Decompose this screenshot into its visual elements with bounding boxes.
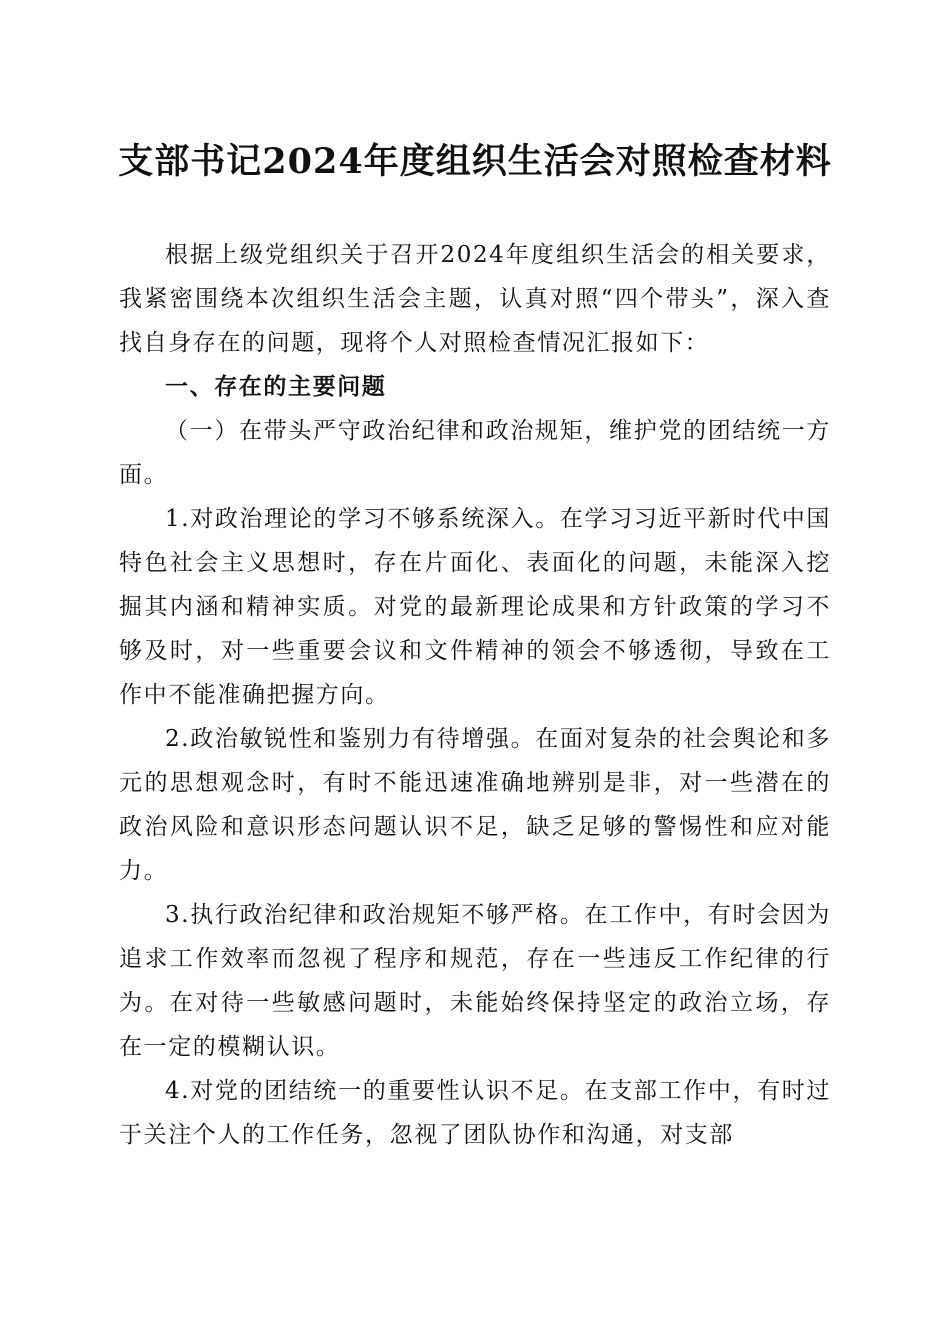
subsection-heading: （一）在带头严守政治纪律和政治规矩，维护党的团结统一方面。 xyxy=(119,418,831,488)
list-item: 4.对党的团结统一的重要性认识不足。在支部工作中，有时过于关注个人的工作任务，忽视了团队协作和沟通，对支部 xyxy=(119,1078,831,1148)
section-heading: 一、存在的主要问题 xyxy=(165,374,387,400)
intro-paragraph: 根据上级党组织关于召开2024年度组织生活会的相关要求，我紧密围绕本次组织生活会主题，认真对照“四个带头”，深入查找自身存在的问题，现将个人对照检查情况汇报如下： xyxy=(119,242,831,356)
list-item: 1.对政治理论的学习不够系统深入。在学习习近平新时代中国特色社会主义思想时，存在片面化、表面化的问题，未能深入挖掘其内涵和精神实质。对党的最新理论成果和方针政策的学习不够及时，对一些重要会议和文件精神的领会不够透彻，导致在工作中不能准确把握方向。 xyxy=(119,506,831,708)
document-title: 支部书记2024年度组织生活会对照检查材料 xyxy=(118,141,832,182)
list-item: 2.政治敏锐性和鉴别力有待增强。在面对复杂的社会舆论和多元的思想观念时，有时不能迅速准确地辨别是非，对一些潜在的政治风险和意识形态问题认识不足，缺乏足够的警惕性和应对能力。 xyxy=(119,726,831,884)
list-item: 3.执行政治纪律和政治规矩不够严格。在工作中，有时会因为追求工作效率而忽视了程序和规范，存在一些违反工作纪律的行为。在对待一些敏感问题时，未能始终保持坚定的政治立场，存在一定的模糊认识。 xyxy=(119,902,831,1060)
document-body xyxy=(119,233,831,1157)
